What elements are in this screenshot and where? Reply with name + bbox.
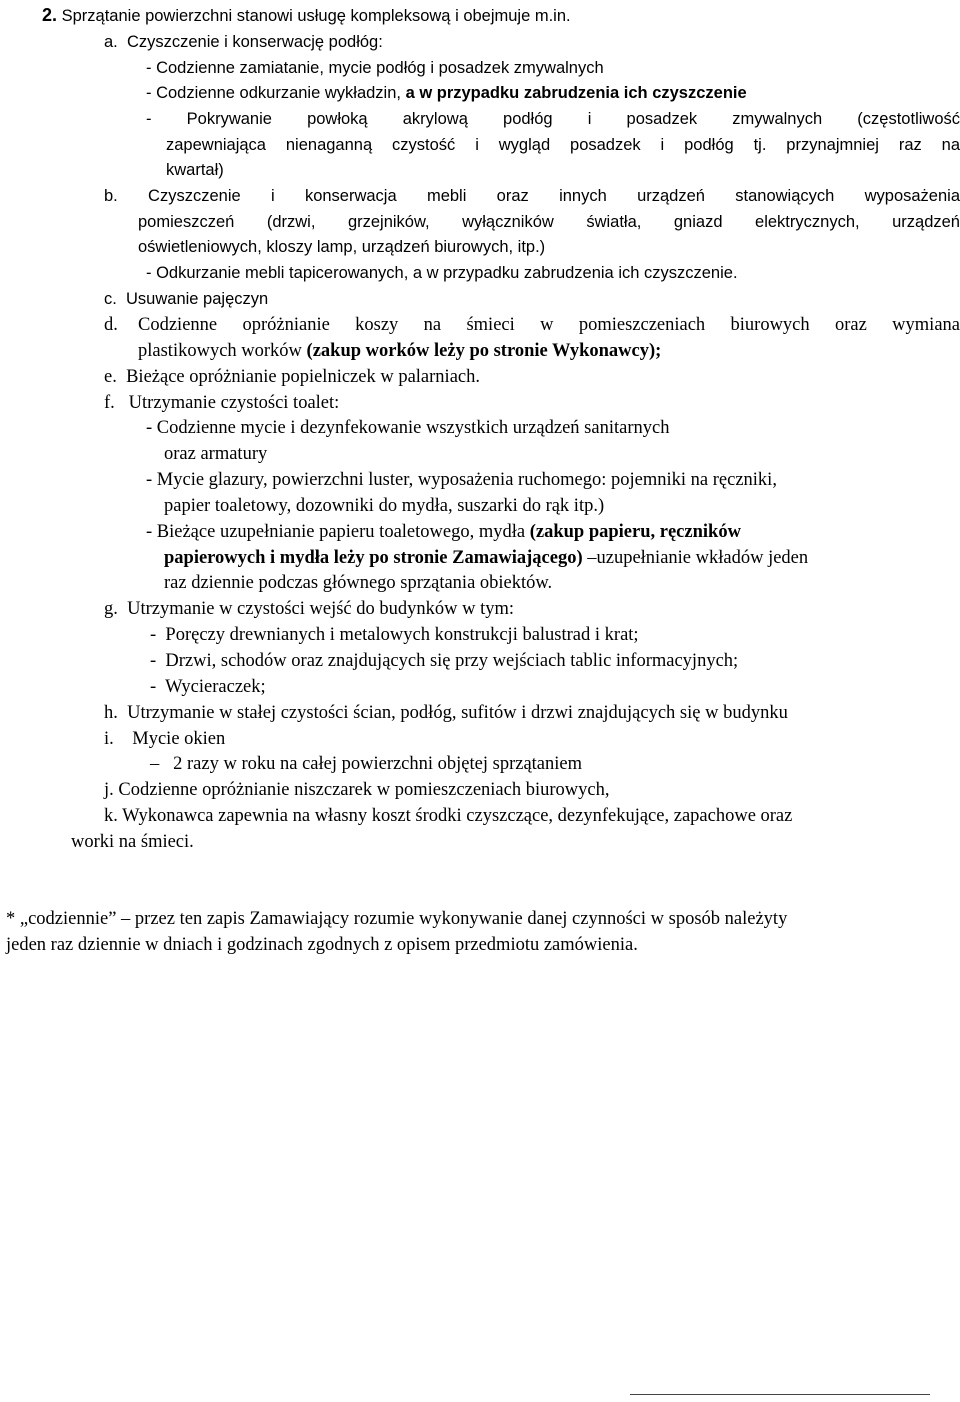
item-g-sub-1: - Poręczy drewnianych i metalowych konstrukcji balustrad i krat; bbox=[150, 625, 639, 645]
item-b-line-1: b. Czyszczenie i konserwacja mebli oraz innych urządzeń stanowiących wyposażenia bbox=[104, 187, 960, 205]
item-g-sub-3: - Wycieraczek; bbox=[150, 677, 266, 697]
item-i-text: Mycie okien bbox=[132, 729, 226, 749]
item-a-sub-3-line-2: zapewniająca nienaganną czystość i wygląd posadzek i podłóg tj. przynajmniej raz na bbox=[166, 136, 960, 154]
item-a-sub-2 bbox=[146, 81, 747, 105]
item-k-line-2: worki na śmieci. bbox=[71, 832, 194, 852]
item-f-title: Utrzymanie czystości toalet: bbox=[128, 393, 340, 413]
item-h bbox=[104, 701, 788, 725]
item-a-sub-3-line-1: - Pokrywanie powłoką akrylową podłóg i posadzek zmywalnych (częstotliwość bbox=[146, 110, 960, 128]
item-d-letter: d. bbox=[104, 315, 118, 335]
item-f-sub-3-line-2-bold: papierowych i mydła leży po stronie Zamawiającego) bbox=[164, 548, 583, 568]
item-f-letter: f. bbox=[104, 393, 115, 413]
item-f-sub-3-line-1 bbox=[146, 520, 741, 544]
item-g-sub-2: - Drzwi, schodów oraz znajdujących się przy wejściach tablic informacyjnych; bbox=[150, 651, 739, 671]
section-number: 2. bbox=[42, 5, 58, 25]
footnote-line-1: * „codziennie” – przez ten zapis Zamawiający rozumie wykonywanie danej czynności w sposób należyty bbox=[6, 909, 788, 929]
item-d-line-2-bold: (zakup worków leży po stronie Wykonawcy); bbox=[306, 341, 662, 361]
item-g-letter: g. bbox=[104, 599, 118, 619]
item-i bbox=[104, 727, 225, 751]
page-bottom-rule bbox=[630, 1394, 930, 1395]
item-e bbox=[104, 365, 480, 389]
item-f-sub-3-text: - Bieżące uzupełnianie papieru toaletowego, mydła bbox=[146, 522, 530, 542]
item-c-letter: c. bbox=[104, 290, 117, 308]
item-a-title: Czyszczenie i konserwację podłóg: bbox=[126, 33, 383, 51]
item-b-line-4: - Odkurzanie mebli tapicerowanych, a w przypadku zabrudzenia ich czyszczenie. bbox=[146, 264, 738, 282]
item-d-text: Codzienne opróżnianie koszy na śmieci w pomieszczeniach biurowych oraz wymiana bbox=[138, 315, 960, 335]
item-d-line-1 bbox=[104, 313, 960, 337]
item-d-line-2 bbox=[138, 339, 661, 363]
item-b-line-3: oświetleniowych, kloszy lamp, urządzeń biurowych, itp.) bbox=[138, 238, 546, 256]
item-b-line-2: pomieszczeń (drzwi, grzejników, wyłączników światła, gniazd elektrycznych, urządzeń bbox=[138, 213, 960, 231]
item-c-text: Usuwanie pajęczyn bbox=[126, 290, 269, 308]
item-a-sub-1: - Codzienne zamiatanie, mycie podłóg i posadzek zmywalnych bbox=[146, 59, 604, 77]
item-f-sub-1-line-1: - Codzienne mycie i dezynfekowanie wszystkich urządzeń sanitarnych bbox=[146, 418, 670, 438]
item-a-letter: a. bbox=[104, 33, 118, 51]
item-a-sub-3-line-3: kwartał) bbox=[166, 161, 224, 179]
item-h-letter: h. bbox=[104, 703, 118, 723]
item-f-sub-2-line-1: - Mycie glazury, powierzchni luster, wyposażenia ruchomego: pojemniki na ręczniki, bbox=[146, 470, 777, 490]
item-f-sub-2-line-2: papier toaletowy, dozowniki do mydła, suszarki do rąk itp.) bbox=[164, 496, 605, 516]
item-a-sub-2-bold: a w przypadku zabrudzenia ich czyszczenie bbox=[405, 84, 747, 102]
item-a-sub-2-text: - Codzienne odkurzanie wykładzin, bbox=[146, 84, 406, 102]
item-f-sub-3-line-2-text: –uzupełnianie wkładów jeden bbox=[582, 548, 809, 568]
item-a-title-line bbox=[104, 30, 383, 54]
item-f-title-line bbox=[104, 391, 339, 415]
item-j: j. Codzienne opróżnianie niszczarek w pomieszczeniach biurowych, bbox=[104, 780, 610, 800]
section-intro: Sprzątanie powierzchni stanowi usługę kompleksową i obejmuje m.in. bbox=[61, 7, 571, 25]
section-heading bbox=[42, 3, 571, 28]
item-f-sub-3-line-3: raz dziennie podczas głównego sprzątania obiektów. bbox=[164, 573, 553, 593]
item-i-letter: i. bbox=[104, 729, 114, 749]
item-c bbox=[104, 287, 268, 311]
item-k-line-1: k. Wykonawca zapewnia na własny koszt środki czyszczące, dezynfekujące, zapachowe oraz bbox=[104, 806, 793, 826]
item-g-title-line bbox=[104, 597, 514, 621]
item-d-line-2-text: plastikowych worków bbox=[138, 341, 307, 361]
item-g-title: Utrzymanie w czystości wejść do budynków w tym: bbox=[127, 599, 515, 619]
item-f-sub-1-line-2: oraz armatury bbox=[164, 444, 268, 464]
item-f-sub-3-bold: (zakup papieru, ręczników bbox=[529, 522, 741, 542]
footnote-line-2: jeden raz dziennie w dniach i godzinach zgodnych z opisem przedmiotu zamówienia. bbox=[6, 935, 638, 955]
item-e-letter: e. bbox=[104, 367, 117, 387]
item-f-sub-3-line-2 bbox=[164, 546, 808, 570]
item-e-text: Bieżące opróżnianie popielniczek w palarniach. bbox=[126, 367, 480, 387]
item-i-sub-1: – 2 razy w roku na całej powierzchni objętej sprzątaniem bbox=[150, 754, 583, 774]
item-h-text: Utrzymanie w stałej czystości ścian, podłóg, sufitów i drzwi znajdujących się w budynku bbox=[127, 703, 788, 723]
